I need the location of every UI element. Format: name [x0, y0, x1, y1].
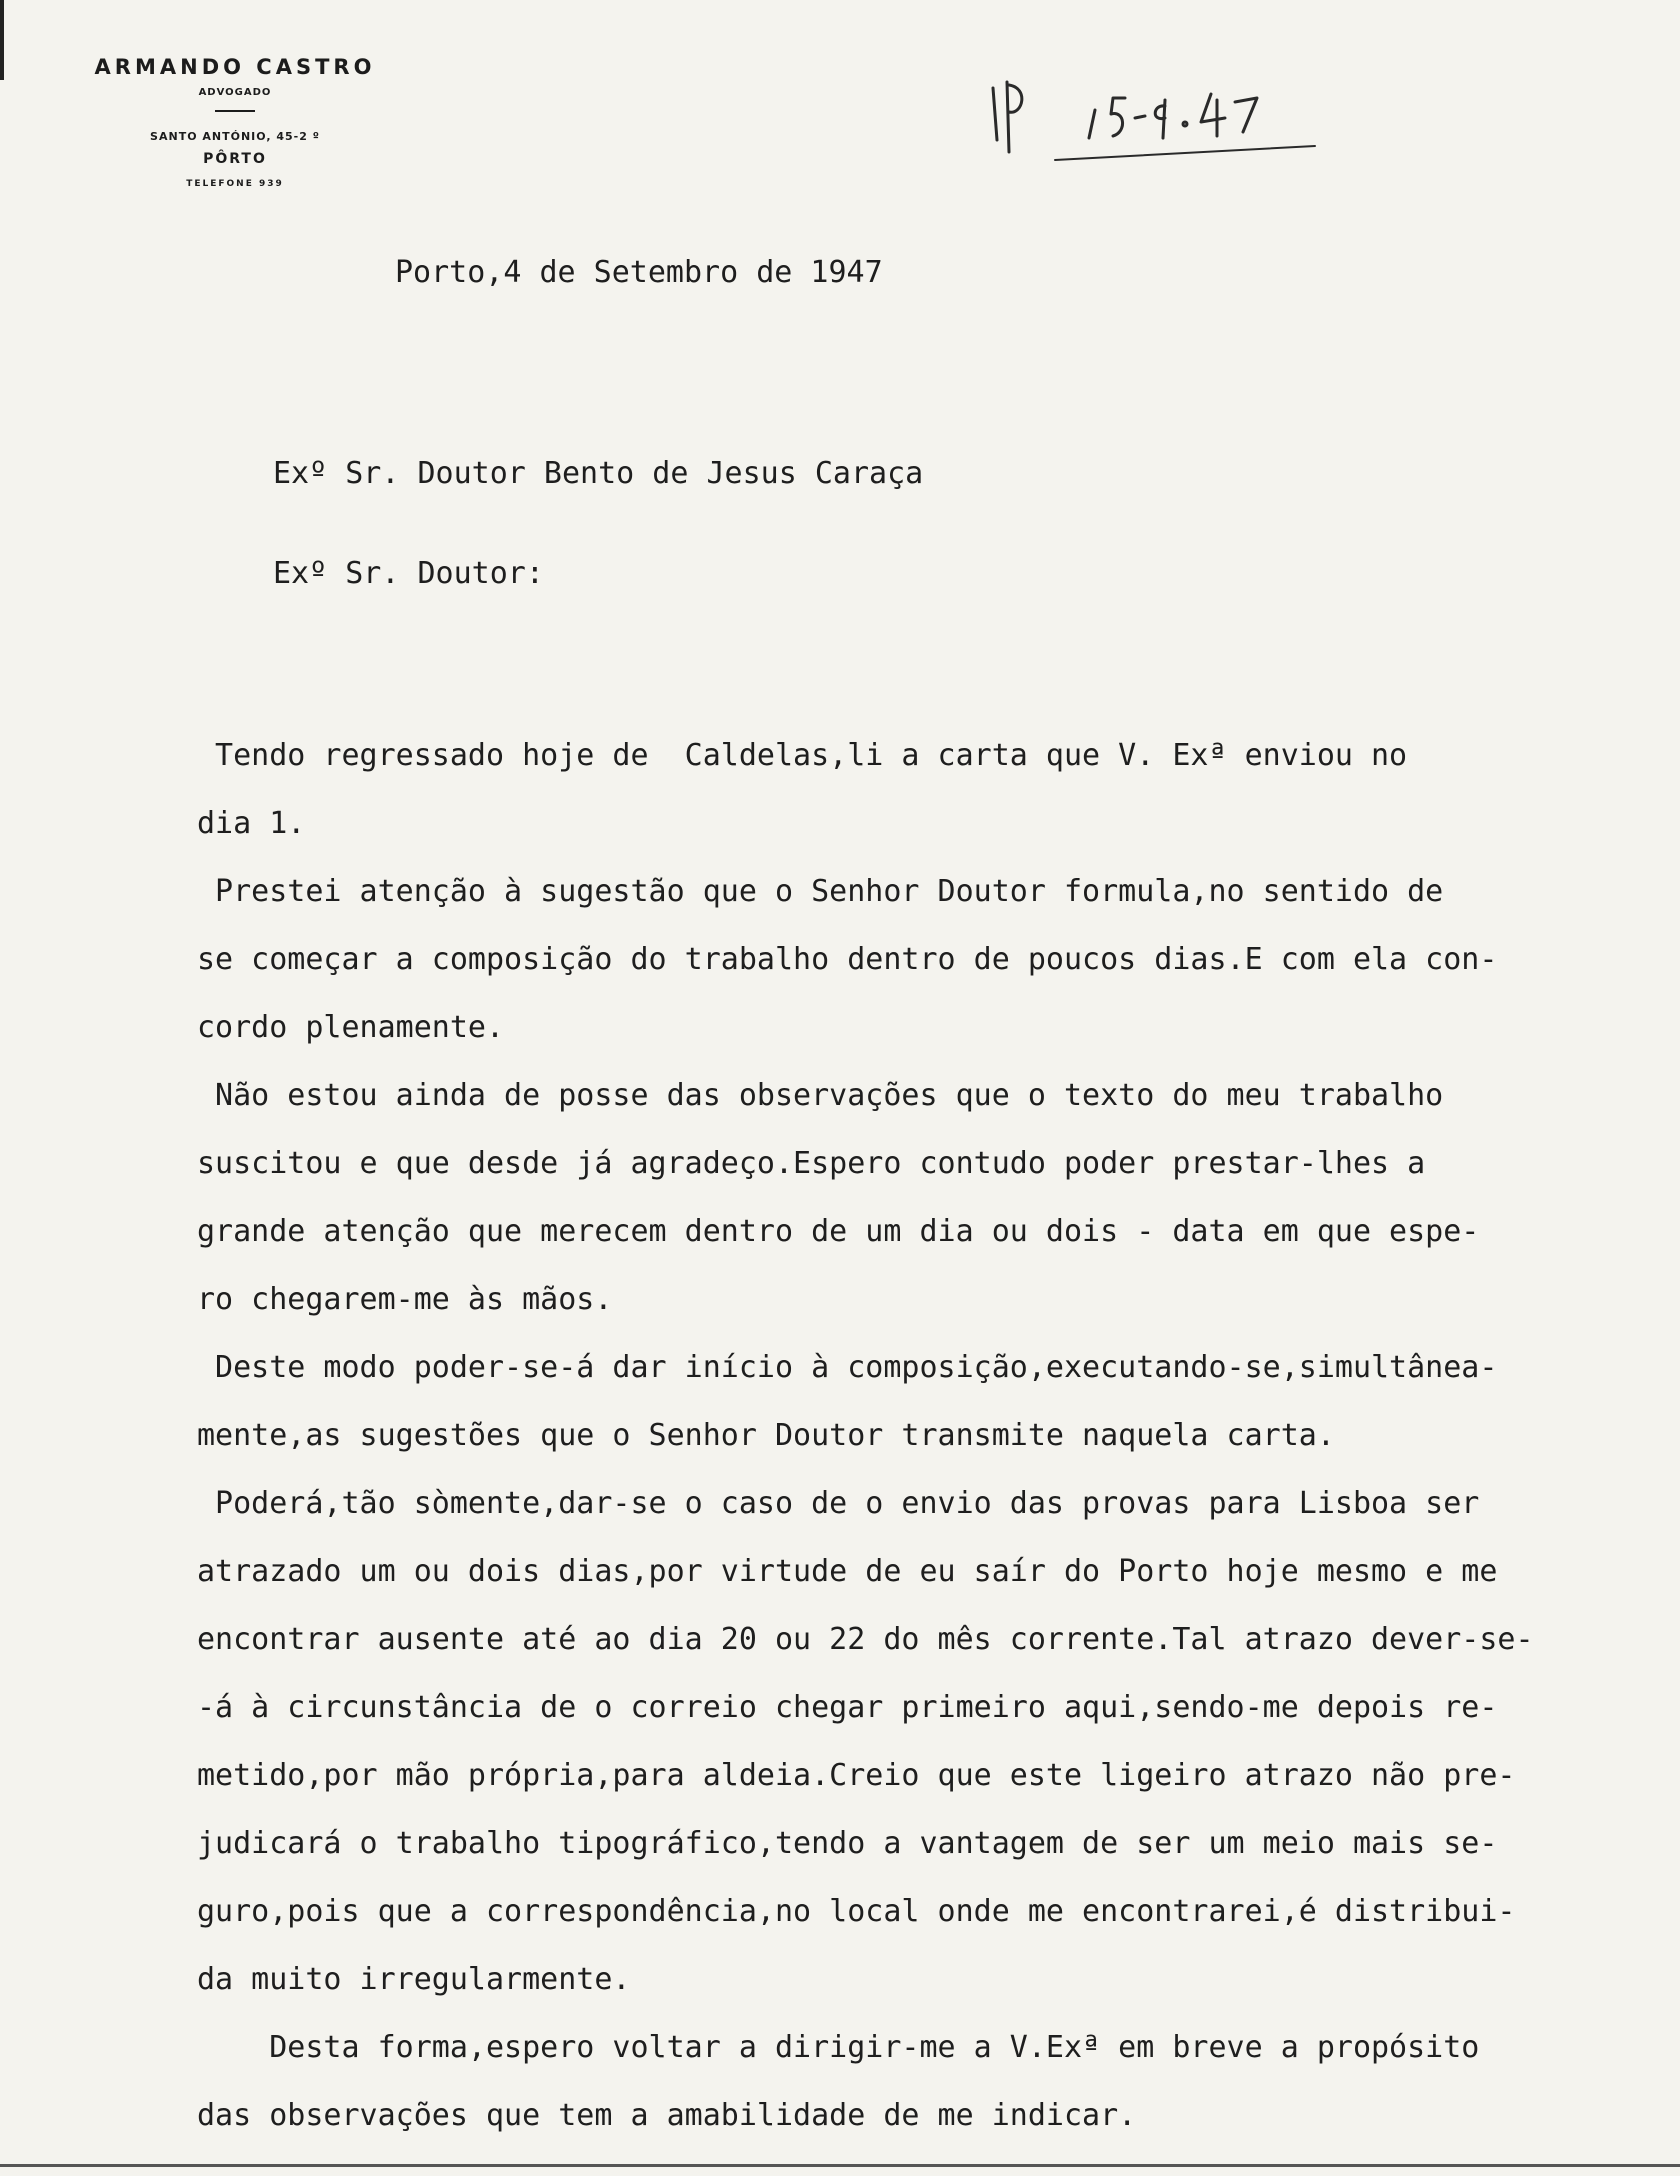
- body-line: cordo plenamente.: [197, 1010, 505, 1045]
- letter-salutation: Exº Sr. Doutor:: [273, 556, 544, 591]
- letterhead-city: PÔRTO: [203, 151, 267, 167]
- handwritten-annotation-drawing: [985, 60, 1365, 170]
- body-line: dia 1.: [197, 806, 306, 841]
- letterhead-role: ADVOGADO: [198, 87, 272, 98]
- body-line: suscitou e que desde já agradeço.Espero contudo poder prestar-lhes a: [197, 1146, 1426, 1181]
- body-line: das observações que tem a amabilidade de me indicar.: [197, 2098, 1137, 2133]
- body-line: judicará o trabalho tipográfico,tendo a vantagem de ser um meio mais se-: [197, 1826, 1498, 1861]
- body-line: guro,pois que a correspondência,no local onde me encontrarei,é distribui-: [197, 1894, 1516, 1929]
- letter-body: [197, 722, 1637, 2150]
- letter-date: Porto,4 de Setembro de 1947: [395, 255, 883, 290]
- letterhead-name: ARMANDO CASTRO: [94, 55, 376, 79]
- letterhead-address: SANTO ANTÓNIO, 45-2 º: [150, 130, 320, 143]
- scan-bottom-edge: [0, 2164, 1680, 2167]
- body-line: mente,as sugestões que o Senhor Doutor transmite naquela carta.: [197, 1418, 1335, 1453]
- body-line: Prestei atenção à sugestão que o Senhor Doutor formula,no sentido de: [197, 874, 1444, 909]
- body-line: grande atenção que merecem dentro de um dia ou dois - data em que espe-: [197, 1214, 1480, 1249]
- body-line: Desta forma,espero voltar a dirigir-me a V.Exª em breve a propósito: [197, 2030, 1480, 2065]
- body-line: se começar a composição do trabalho dentro de poucos dias.E com ela con-: [197, 942, 1498, 977]
- body-line: Deste modo poder-se-á dar início à composição,executando-se,simultânea-: [197, 1350, 1498, 1385]
- body-line: da muito irregularmente.: [197, 1962, 631, 1997]
- handwritten-date-annotation: [985, 60, 1365, 170]
- body-line: Não estou ainda de posse das observações que o texto do meu trabalho: [197, 1078, 1444, 1113]
- body-line: metido,por mão própria,para aldeia.Creio que este ligeiro atrazo não pre-: [197, 1758, 1516, 1793]
- letterhead: [60, 55, 410, 189]
- body-line: -á à circunstância de o correio chegar primeiro aqui,sendo-me depois re-: [197, 1690, 1498, 1725]
- letter-addressee: Exº Sr. Doutor Bento de Jesus Caraça: [273, 456, 924, 491]
- body-line: ro chegarem-me às mãos.: [197, 1282, 613, 1317]
- letterhead-phone: TELEFONE 939: [186, 179, 284, 189]
- body-line: Tendo regressado hoje de Caldelas,li a carta que V. Exª enviou no: [197, 738, 1408, 773]
- letterhead-divider: [215, 110, 255, 112]
- body-line: encontrar ausente até ao dia 20 ou 22 do mês corrente.Tal atrazo dever-se-: [197, 1622, 1534, 1657]
- body-line: Poderá,tão sòmente,dar-se o caso de o envio das provas para Lisboa ser: [197, 1486, 1480, 1521]
- scan-edge-mark: [0, 0, 4, 80]
- body-line: atrazado um ou dois dias,por virtude de eu saír do Porto hoje mesmo e me: [197, 1554, 1498, 1589]
